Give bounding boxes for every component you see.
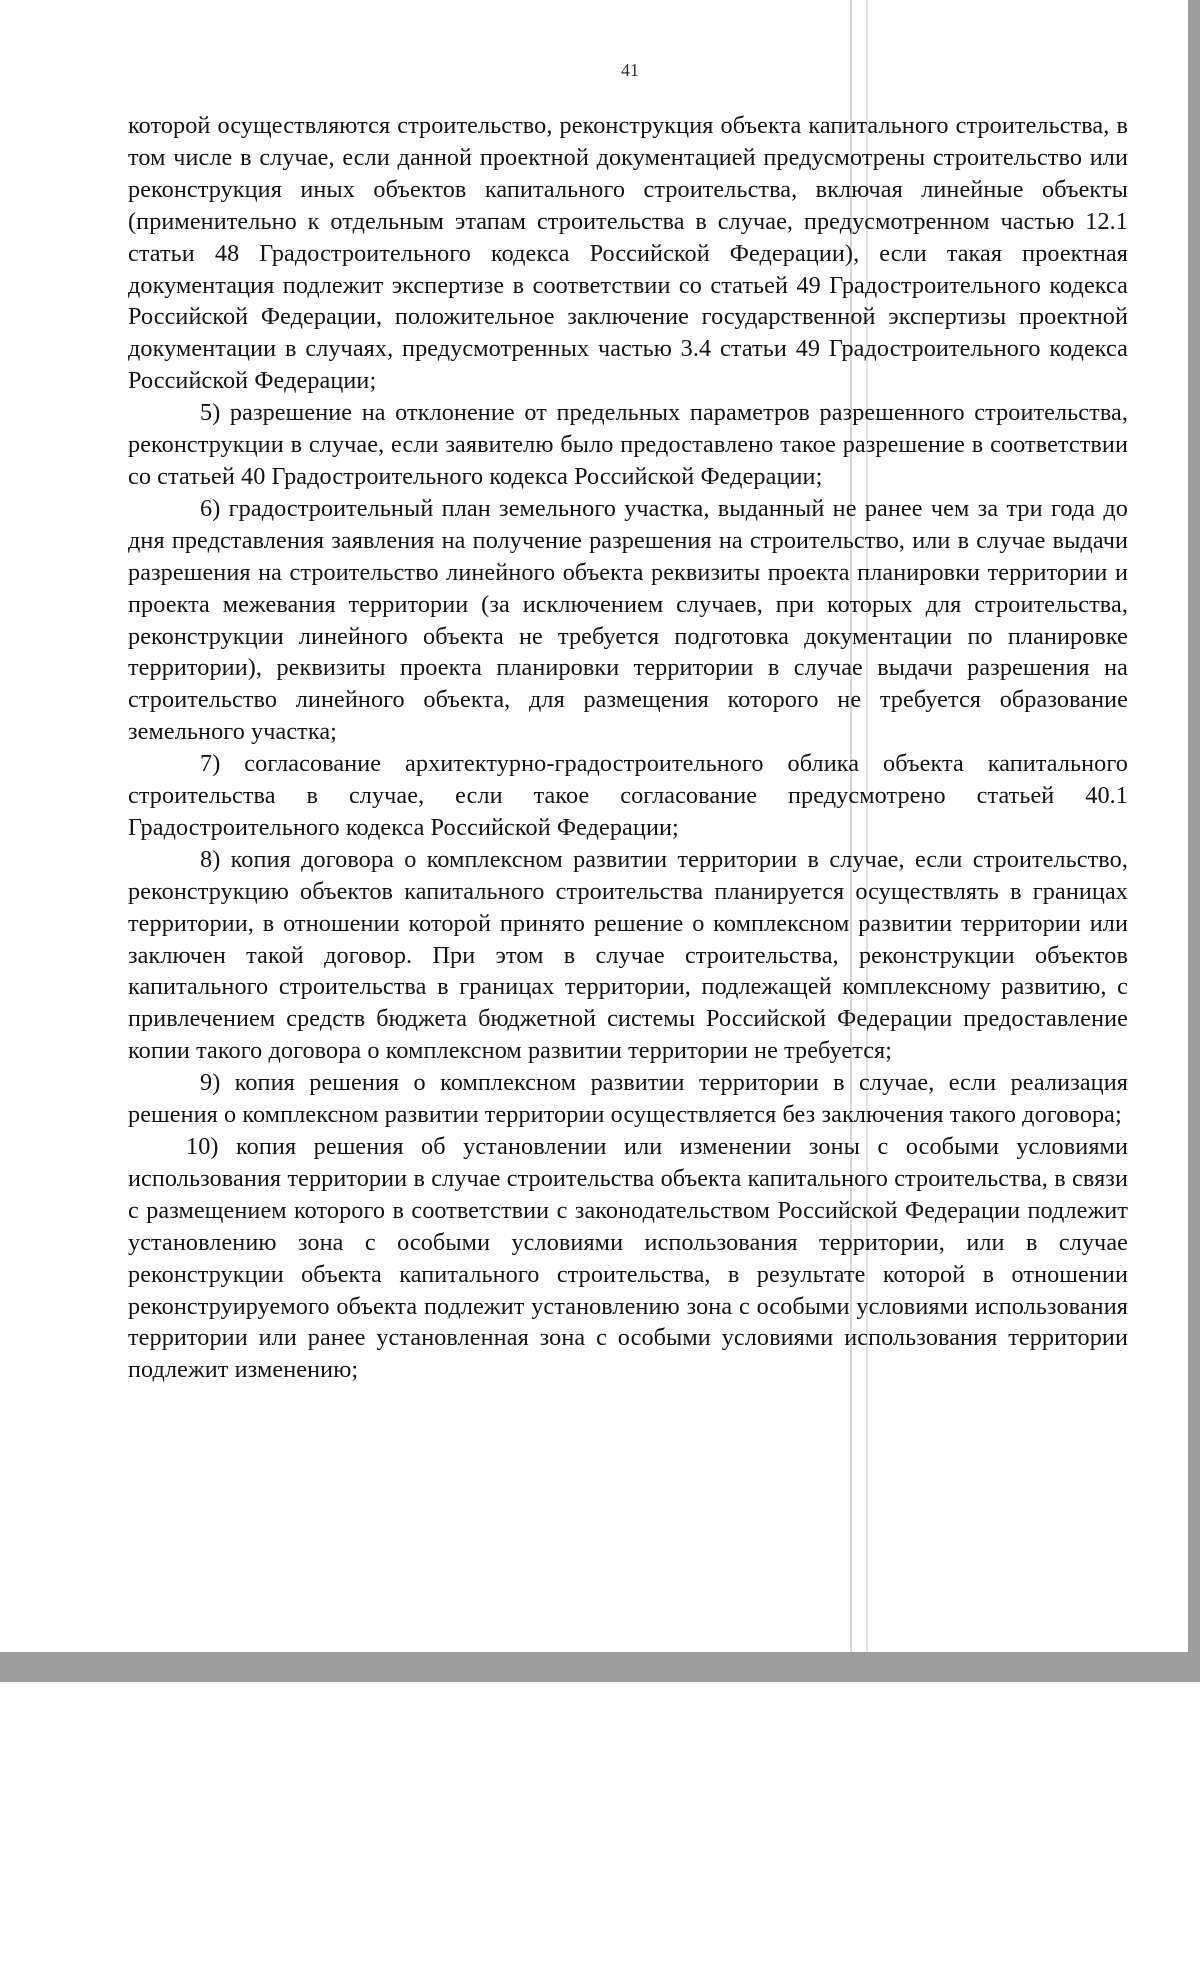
page-number: 41 (621, 60, 639, 80)
paragraph-item-7: 7) согласование архитектурно-градостроительного облика объекта капитального строительства в случае, если такое согласование предусмотрено статьей 40.1 Градостроительного кодекса Российской Федерации; (128, 750, 1128, 841)
paragraph-item-10: 10) копия решения об установлении или изменении зоны с особыми условиями использования территории в случае строительства объекта капитального строительства, в связи с размещением которого в соответствии с законодательством Российской Федерации подлежит установлению зона с особыми условиями использования территории, или в случае реконструкции объекта капитального строительства, в результате которой в отношении реконструируемого объекта подлежит установлению зона с особыми условиями использования территории или ранее установленная зона с особыми условиями использования территории подлежит изменению; (128, 1133, 1128, 1384)
paragraph-continuation: которой осуществляются строительство, реконструкция объекта капитального строительства, в том числе в случае, если данной проектной документацией предусмотрены строительство или реконструкция иных объектов капитального строительства, включая линейные объекты (применительно к отдельным этапам строительства в случае, предусмотренном частью 12.1 статьи 48 Градостроительного кодекса Российской Федерации), если такая проектная документация подлежит экспертизе в соответствии со статьей 49 Градостроительного кодекса Российской Федерации, положительное заключение государственной экспертизы проектной документации в случаях, предусмотренных частью 3.4 статьи 49 Градостроительного кодекса Российской Федерации; (128, 112, 1128, 395)
paragraph-item-6: 6) градостроительный план земельного участка, выданный не ранее чем за три года до дня представления заявления на получение разрешения на строительство, или в случае выдачи разрешения на строительство линейного объекта реквизиты проекта планировки территории и проекта межевания территории (за исключением случаев, при которых для строительства, реконструкции линейного объекта не требуется подготовка документации по планировке территории), реквизиты проекта планировки территории в случае выдачи разрешения на строительство линейного объекта, для размещения которого не требуется образование земельного участка; (128, 494, 1128, 746)
paragraph-item-5: 5) разрешение на отклонение от предельных параметров разрешенного строительства, реконструкции в случае, если заявителю было предоставлено такое разрешение в соответствии со статьей 40 Градостроительного кодекса Российской Федерации; (128, 399, 1128, 490)
paragraph-item-8: 8) копия договора о комплексном развитии территории в случае, если строительство, реконструкцию объектов капитального строительства планируется осуществлять в границах территории, в отношении которой принято решение о комплексном развитии территории или заключен такой договор. При этом в случае строительства, реконструкции объектов капитального строительства в границах территории, подлежащей комплексному развитию, с привлечением средств бюджета бюджетной системы Российской Федерации предоставление копии такого договора о комплексном развитии территории не требуется; (128, 845, 1128, 1065)
paragraph-item-9: 9) копия решения о комплексном развитии территории в случае, если реализация решения о комплексном развитии территории осуществляется без заключения такого договора; (128, 1069, 1128, 1129)
document-text (128, 110, 1128, 1386)
